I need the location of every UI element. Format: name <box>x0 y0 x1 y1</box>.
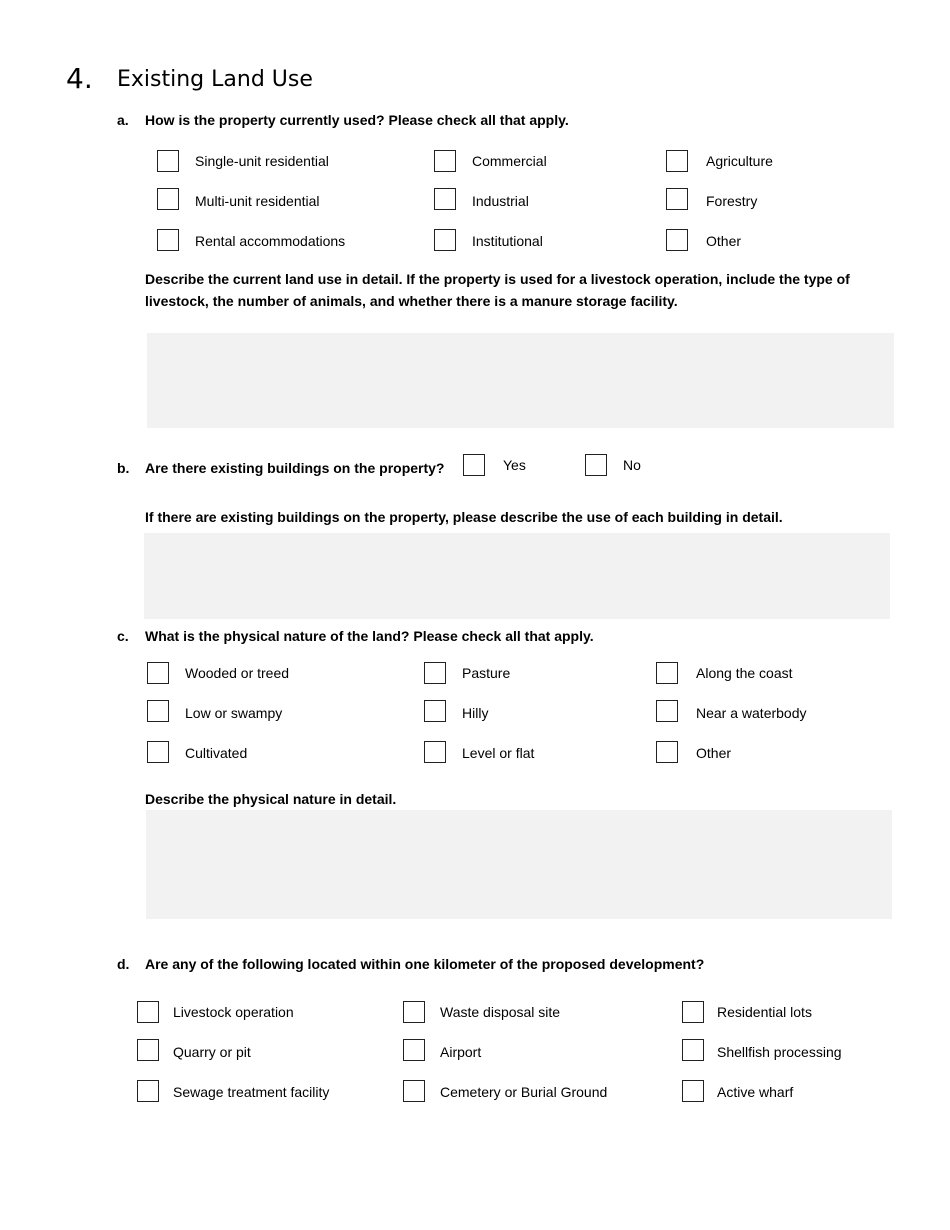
checkbox-livestock-operation[interactable] <box>137 1001 159 1023</box>
checkbox-level-or-flat[interactable] <box>424 741 446 763</box>
option-label: Multi-unit residential <box>195 193 320 209</box>
checkbox-single-unit-residential[interactable] <box>157 150 179 172</box>
option-label: Agriculture <box>706 153 773 169</box>
option-label: Airport <box>440 1044 482 1060</box>
checkbox-buildings-yes[interactable] <box>463 454 485 476</box>
buildings-description-field[interactable] <box>144 533 890 619</box>
checkbox-multi-unit-residential[interactable] <box>157 188 179 210</box>
option-label: Rental accommodations <box>195 233 346 249</box>
option-label: Quarry or pit <box>173 1044 251 1060</box>
option-label: Sewage treatment facility <box>173 1084 330 1100</box>
option-label: Industrial <box>472 193 529 209</box>
option-label: Shellfish processing <box>717 1044 842 1060</box>
physical-nature-description-field[interactable] <box>146 810 892 919</box>
option-label: Single-unit residential <box>195 153 329 169</box>
option-label: Low or swampy <box>185 705 283 721</box>
checkbox-along-the-coast[interactable] <box>656 662 678 684</box>
option-label: Residential lots <box>717 1004 812 1020</box>
question-b-describe: If there are existing buildings on the property, please describe the use of each building in detail. <box>145 509 783 525</box>
option-label: Cultivated <box>185 745 248 761</box>
checkbox-institutional[interactable] <box>434 229 456 251</box>
question-c-text: What is the physical nature of the land? Please check all that apply. <box>145 628 594 644</box>
question-c-letter: c. <box>117 628 129 644</box>
option-label: Wooded or treed <box>185 665 290 681</box>
option-label: Waste disposal site <box>440 1004 561 1020</box>
checkbox-near-a-waterbody[interactable] <box>656 700 678 722</box>
checkbox-shellfish-processing[interactable] <box>682 1039 704 1061</box>
question-a-describe: Describe the current land use in detail. If the property is used for a livestock operation, include the type of livestock, the number of animals, and whether there is a manure storage facility. <box>145 271 850 309</box>
option-label: Along the coast <box>696 665 793 681</box>
option-label: Other <box>696 745 732 761</box>
question-b-text: Are there existing buildings on the property? <box>145 460 445 476</box>
option-label: Institutional <box>472 233 543 249</box>
option-label: Hilly <box>462 705 489 721</box>
checkbox-pasture[interactable] <box>424 662 446 684</box>
question-d-text: Are any of the following located within one kilometer of the proposed development? <box>145 956 705 972</box>
question-c-describe: Describe the physical nature in detail. <box>145 791 397 807</box>
yes-label: Yes <box>503 457 526 473</box>
land-use-description-field[interactable] <box>147 333 894 428</box>
question-b-letter: b. <box>117 460 130 476</box>
option-label: Livestock operation <box>173 1004 294 1020</box>
checkbox-active-wharf[interactable] <box>682 1080 704 1102</box>
question-a-text: How is the property currently used? Please check all that apply. <box>145 112 569 128</box>
option-label: Cemetery or Burial Ground <box>440 1084 608 1100</box>
checkbox-other-physical[interactable] <box>656 741 678 763</box>
option-label: Active wharf <box>717 1084 794 1100</box>
checkbox-sewage-treatment-facility[interactable] <box>137 1080 159 1102</box>
checkbox-industrial[interactable] <box>434 188 456 210</box>
checkbox-buildings-no[interactable] <box>585 454 607 476</box>
checkbox-agriculture[interactable] <box>666 150 688 172</box>
checkbox-residential-lots[interactable] <box>682 1001 704 1023</box>
option-label: Commercial <box>472 153 547 169</box>
checkbox-airport[interactable] <box>403 1039 425 1061</box>
question-a-letter: a. <box>117 112 129 128</box>
checkbox-commercial[interactable] <box>434 150 456 172</box>
checkbox-waste-disposal-site[interactable] <box>403 1001 425 1023</box>
checkbox-quarry-or-pit[interactable] <box>137 1039 159 1061</box>
checkbox-low-or-swampy[interactable] <box>147 700 169 722</box>
no-label: No <box>623 457 641 473</box>
option-label: Other <box>706 233 742 249</box>
section-number: 4. <box>66 62 93 95</box>
checkbox-hilly[interactable] <box>424 700 446 722</box>
checkbox-cultivated[interactable] <box>147 741 169 763</box>
checkbox-other-land-use[interactable] <box>666 229 688 251</box>
checkbox-wooded-or-treed[interactable] <box>147 662 169 684</box>
checkbox-forestry[interactable] <box>666 188 688 210</box>
checkbox-rental-accommodations[interactable] <box>157 229 179 251</box>
option-label: Forestry <box>706 193 758 209</box>
option-label: Pasture <box>462 665 511 681</box>
option-label: Level or flat <box>462 745 535 761</box>
checkbox-cemetery-or-burial-ground[interactable] <box>403 1080 425 1102</box>
question-d-letter: d. <box>117 956 130 972</box>
option-label: Near a waterbody <box>696 705 807 721</box>
section-title: Existing Land Use <box>117 67 313 92</box>
